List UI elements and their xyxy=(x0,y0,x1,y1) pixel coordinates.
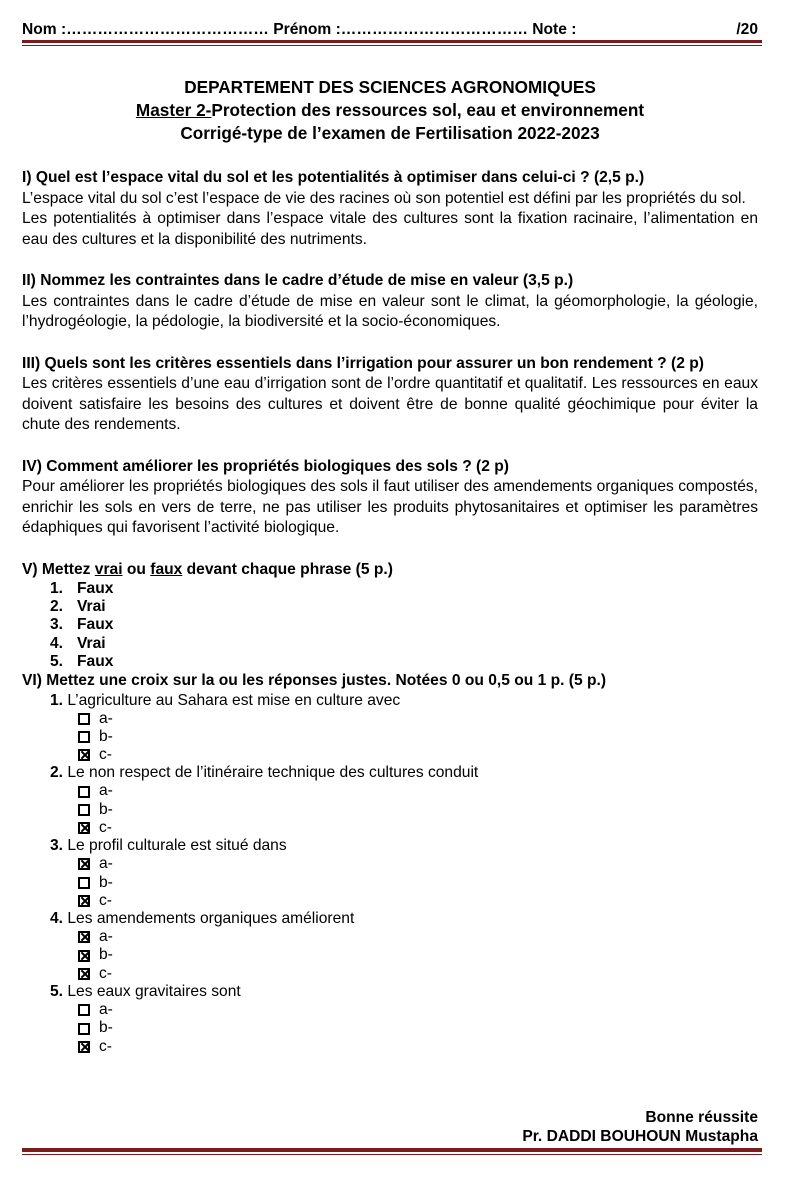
question-2-text: II) Nommez les contraintes dans le cadre d’étude de mise en valeur (3,5 p.) xyxy=(22,272,574,289)
mcq-item xyxy=(22,764,758,837)
checked-checkbox-icon[interactable] xyxy=(78,895,90,907)
signature-block xyxy=(522,1108,758,1146)
answer-3: Les critères essentiels d’une eau d’irrigation sont de l’ordre quantitatif et qualitatif. Les ressources en eaux doivent satisfaire les besoins des cultures et doivent être de bonne qualité géochimique pour éviter la chute des rendements. xyxy=(22,375,758,433)
mcq-option xyxy=(78,965,758,983)
checkbox-icon[interactable] xyxy=(78,804,90,816)
option-label: b- xyxy=(99,873,113,891)
option-label: c- xyxy=(99,819,112,836)
mcq-option xyxy=(78,1019,758,1037)
checked-checkbox-icon[interactable] xyxy=(78,1041,90,1053)
option-label: a- xyxy=(99,782,113,800)
item-number: 5. xyxy=(50,652,64,670)
mcq-question xyxy=(50,910,758,928)
mcq-option xyxy=(78,928,758,946)
option-label: a- xyxy=(99,709,113,727)
mcq-number: 4. xyxy=(50,910,64,928)
mcq-question xyxy=(50,837,758,855)
student-fields: Nom :………………………………… Prénom :……………………………… Note : xyxy=(22,21,577,38)
mcq-number: 2. xyxy=(50,764,64,782)
question-1-text: I) Quel est l’espace vital du sol et les potentialités à optimiser dans celui-ci ? (2,5 p.) xyxy=(22,169,645,186)
option-label: a- xyxy=(99,928,113,946)
question-1 xyxy=(22,168,758,250)
item-answer: Vrai xyxy=(77,634,106,652)
checked-checkbox-icon[interactable] xyxy=(78,950,90,962)
option-label: c- xyxy=(99,891,112,909)
exam-titles xyxy=(22,76,758,145)
list-item xyxy=(50,580,758,598)
q5-faux: faux xyxy=(150,560,183,578)
mcq-question-text: L’agriculture au Sahara est mise en culture avec xyxy=(63,691,401,709)
option-label: b- xyxy=(99,946,113,964)
option-label: a- xyxy=(99,1001,113,1019)
mcq-option xyxy=(78,801,758,819)
question-2 xyxy=(22,271,758,333)
department-title: DEPARTEMENT DES SCIENCES AGRONOMIQUES xyxy=(184,77,596,97)
checked-checkbox-icon[interactable] xyxy=(78,822,90,834)
checked-checkbox-icon[interactable] xyxy=(78,749,90,761)
mcq-question xyxy=(50,764,758,782)
checkbox-icon[interactable] xyxy=(78,731,90,743)
answer-4: Pour améliorer les propriétés biologiques des sols il faut utiliser des amendements organiques compostés, enrichir les sols en vers de terre, ne pas utiliser les produits phytosanitaires et optimiser les paramètres édaphiques qui favorisent l’activité biologique. xyxy=(22,478,758,536)
checkbox-icon[interactable] xyxy=(78,1004,90,1016)
answer-2: Les contraintes dans le cadre d’étude de mise en valeur sont le climat, la géomorphologie, la géologie, l’hydrogéologie, la pédologie, la biodiversité et la socio-économiques. xyxy=(22,292,758,330)
exam-body xyxy=(22,168,758,1056)
mcq-item xyxy=(22,837,758,910)
question-3-text: III) Quels sont les critères essentiels dans l’irrigation pour assurer un bon rendement ? (2 p) xyxy=(22,354,704,372)
option-label: c- xyxy=(99,1037,112,1055)
mcq-question xyxy=(50,983,758,1001)
mcq-number: 1. xyxy=(50,691,64,709)
checked-checkbox-icon[interactable] xyxy=(78,931,90,943)
mcq-question-text: Le profil culturale est situé dans xyxy=(63,837,287,855)
master-title xyxy=(22,99,758,122)
option-label: c- xyxy=(99,964,112,982)
item-answer: Faux xyxy=(77,616,114,634)
mcq-option xyxy=(78,874,758,892)
list-item xyxy=(50,635,758,653)
option-label: b- xyxy=(99,800,113,818)
mcq-item xyxy=(22,983,758,1056)
option-label: a- xyxy=(99,855,113,873)
list-item xyxy=(50,616,758,634)
mcq-question-text: Les amendements organiques améliorent xyxy=(63,910,355,928)
answer-1a: L’espace vital du sol c’est l’espace de vie des racines où son potentiel est défini par les propriétés du sol. xyxy=(22,189,746,207)
master-rest: Protection des ressources sol, eau et environnement xyxy=(211,100,645,120)
q5-vrai: vrai xyxy=(94,560,123,578)
good-luck: Bonne réussite xyxy=(645,1109,758,1126)
mcq-option xyxy=(78,892,758,910)
question-5-text xyxy=(22,560,758,581)
checked-checkbox-icon[interactable] xyxy=(78,968,90,980)
question-5 xyxy=(22,560,758,672)
item-answer: Faux xyxy=(77,580,114,597)
mcq-option xyxy=(78,1001,758,1019)
author-name: Pr. DADDI BOUHOUN Mustapha xyxy=(522,1128,758,1145)
question-3 xyxy=(22,354,758,436)
item-number: 2. xyxy=(50,598,64,616)
mcq-item xyxy=(22,692,758,765)
checkbox-icon[interactable] xyxy=(78,1023,90,1035)
item-answer: Faux xyxy=(77,652,114,670)
mcq-option xyxy=(78,855,758,873)
mcq-option xyxy=(78,728,758,746)
mcq-list xyxy=(22,692,758,1056)
mcq-option xyxy=(78,782,758,800)
checkbox-icon[interactable] xyxy=(78,786,90,798)
bottom-rule xyxy=(22,1148,762,1152)
top-rule-thin xyxy=(22,45,762,46)
true-false-list xyxy=(50,580,758,671)
q5-rest: devant chaque phrase (5 p.) xyxy=(182,560,393,578)
q5-ou: ou xyxy=(122,560,151,578)
q5-prefix: V) Mettez xyxy=(22,560,95,578)
mcq-option xyxy=(78,819,758,837)
option-label: b- xyxy=(99,1019,113,1037)
list-item xyxy=(50,598,758,616)
mcq-number: 5. xyxy=(50,983,64,1001)
mcq-option xyxy=(78,1038,758,1056)
option-label: b- xyxy=(99,727,113,745)
question-6 xyxy=(22,671,758,1056)
mcq-option xyxy=(78,710,758,728)
checkbox-icon[interactable] xyxy=(78,713,90,725)
item-number: 3. xyxy=(50,616,64,634)
mcq-question xyxy=(50,692,758,710)
mcq-item xyxy=(22,910,758,983)
checked-checkbox-icon[interactable] xyxy=(78,858,90,870)
mcq-question-text: Le non respect de l’itinéraire technique des cultures conduit xyxy=(63,764,479,782)
item-number: 1. xyxy=(50,580,64,597)
bottom-rule-thin xyxy=(22,1154,762,1155)
mcq-option xyxy=(78,946,758,964)
list-item xyxy=(50,653,758,671)
item-number: 4. xyxy=(50,634,64,652)
master-prefix: Master 2- xyxy=(135,100,212,120)
item-answer: Vrai xyxy=(77,598,106,616)
mcq-question-text: Les eaux gravitaires sont xyxy=(63,983,241,1001)
top-rule xyxy=(22,40,762,43)
answer-1b: Les potentialités à optimiser dans l’espace vitale des cultures sont la fixation racinaire, l’alimentation en eau des cultures et la disponibilité des nutriments. xyxy=(22,210,758,248)
option-label: c- xyxy=(99,746,112,764)
question-6-text: VI) Mettez une croix sur la ou les réponses justes. Notées 0 ou 0,5 ou 1 p. (5 p.) xyxy=(22,672,607,690)
question-4 xyxy=(22,457,758,539)
checkbox-icon[interactable] xyxy=(78,877,90,889)
exam-title: Corrigé-type de l’examen de Fertilisation 2022-2023 xyxy=(180,123,600,143)
mcq-option xyxy=(78,746,758,764)
note-total: /20 xyxy=(736,21,758,38)
mcq-number: 3. xyxy=(50,837,64,855)
question-4-text: IV) Comment améliorer les propriétés biologiques des sols ? (2 p) xyxy=(22,457,509,475)
